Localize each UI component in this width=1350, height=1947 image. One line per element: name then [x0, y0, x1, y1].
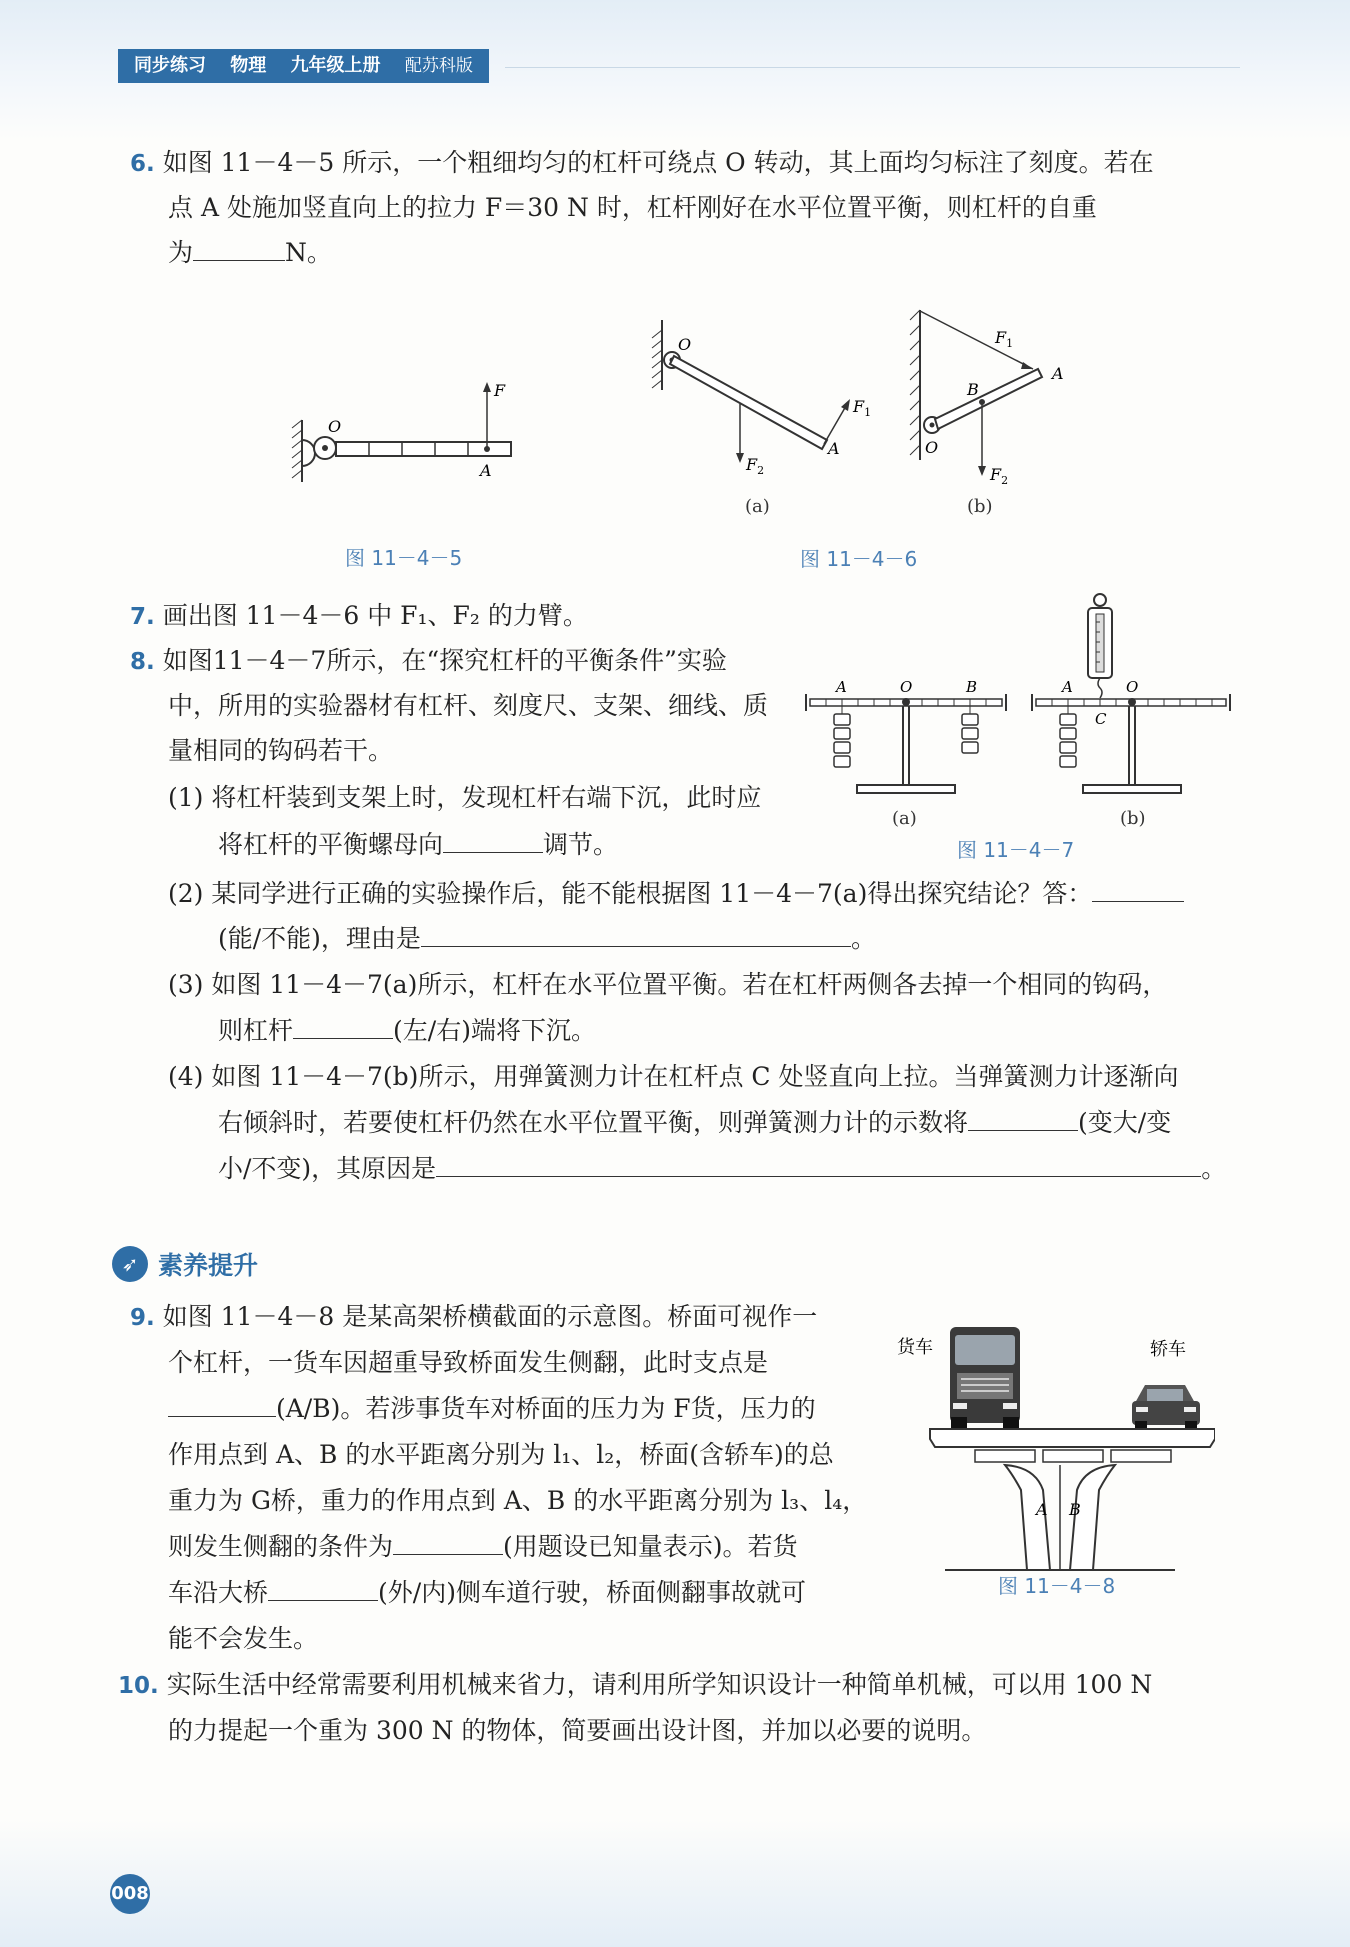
q7-number: 7. — [130, 604, 155, 630]
q6-text-3a: 为 — [168, 238, 194, 267]
label-car: 轿车 — [1150, 1339, 1186, 1360]
header-grade: 九年级上册 — [290, 55, 381, 76]
q6-number: 6. — [130, 151, 155, 177]
caption-11-4-8: 图 11－4－8 — [998, 1574, 1116, 1598]
label-A-a: A — [836, 678, 847, 696]
pivot-O-b — [1128, 698, 1136, 706]
q8-p3-text: 则杠杆 — [218, 1016, 294, 1045]
q8-p2-blank-1[interactable] — [1092, 875, 1184, 902]
q8-p4-text-2-end: (变大/变 — [1078, 1108, 1172, 1137]
q9-line8: 能不会发生。 — [168, 1624, 319, 1653]
caption-11-4-5: 图 11－4－5 — [345, 546, 463, 570]
force-F1-arrowhead — [1021, 362, 1033, 369]
q8-p2-text: (2) 某同学进行正确的实验操作后，能不能根据图 11－4－7(a)得出探究结论？答： — [168, 879, 1093, 908]
label-A: A — [828, 439, 840, 458]
weights-right-a — [962, 714, 978, 753]
figure-11-4-7b — [1032, 594, 1230, 793]
q8-p1-line1: (1) 将杠杆装到支架上时，发现杠杆右端下沉，此时应 — [168, 783, 762, 812]
q8-number: 8. — [130, 649, 155, 675]
q6-line3 — [168, 230, 332, 275]
caption-11-4-7a: (a) — [892, 808, 917, 829]
section-heading — [112, 1244, 258, 1284]
label-O: O — [925, 438, 939, 457]
q9-line4: 作用点到 A、B 的水平距离分别为 l₁、l₂，桥面(含轿车)的总 — [168, 1440, 834, 1469]
q8-p4-blank-2[interactable] — [436, 1150, 1201, 1177]
caption-11-4-6a: (a) — [745, 496, 770, 517]
label-A: A — [1052, 364, 1064, 383]
q9-text-7-end: (外/内)侧车道行驶，桥面侧翻事故就可 — [378, 1578, 806, 1607]
q8-p1-line2 — [218, 822, 618, 867]
q9-text-3: (A/B)。若涉事货车对桥面的压力为 F货，压力的 — [276, 1394, 816, 1423]
q10-number: 10. — [118, 1673, 159, 1699]
pivot-point — [930, 423, 935, 428]
q8-p3-text-end: (左/右)端将下沉。 — [393, 1016, 596, 1045]
q9-text-6: 则发生侧翻的条件为 — [168, 1532, 394, 1561]
q10-line2: 的力提起一个重为 300 N 的物体，简要画出设计图，并加以必要的说明。 — [168, 1716, 987, 1745]
q8-p1-blank[interactable] — [443, 826, 543, 853]
q7-line — [130, 593, 588, 640]
point-A-dot — [484, 446, 490, 452]
label-B: B — [967, 380, 979, 399]
q10-text-1: 实际生活中经常需要利用机械来省力，请利用所学知识设计一种简单机械，可以用 100 N — [166, 1670, 1153, 1699]
q8-p4-blank-1[interactable] — [968, 1104, 1078, 1131]
label-A-b: A — [1062, 678, 1073, 696]
q9-line2: 个杠杆，一货车因超重导致桥面发生侧翻，此时支点是 — [168, 1348, 769, 1377]
q8-p4-text-3-end: 。 — [1201, 1154, 1227, 1183]
q9-text-6-end: (用题设已知量表示)。若货 — [503, 1532, 798, 1561]
q8-line1 — [130, 638, 727, 685]
force-F-arrowhead — [483, 382, 491, 392]
q8-line2: 中，所用的实验器材有杠杆、刻度尺、支架、细线、质 — [168, 691, 769, 720]
q8-p4-line3 — [218, 1146, 1226, 1191]
label-A: A — [1036, 1500, 1048, 1519]
label-B: B — [1069, 1500, 1081, 1519]
q9-blank-2[interactable] — [393, 1528, 503, 1555]
q8-p3-line1: (3) 如图 11－4－7(a)所示，杠杆在水平位置平衡。若在杠杆两侧各去掉一个相同的钩码， — [168, 970, 1168, 999]
figure-11-4-6a — [650, 320, 890, 520]
label-O-b: O — [1126, 678, 1139, 696]
q8-p1-text: 将杠杆的平衡螺母向 — [218, 830, 444, 859]
page-number: 008 — [110, 1874, 150, 1914]
label-F2: $F_2$ — [990, 465, 1009, 487]
car-icon — [1132, 1385, 1200, 1429]
q9-line6 — [168, 1524, 798, 1569]
q8-p4-line1: (4) 如图 11－4－7(b)所示，用弹簧测力计在杠杆点 C 处竖直向上拉。当弹簧测力计逐渐向 — [168, 1062, 1179, 1091]
label-F1: $F_1$ — [995, 328, 1014, 350]
caption-11-4-6: 图 11－4－6 — [800, 547, 918, 571]
force-F2-arrowhead — [736, 453, 744, 463]
bridge-deck — [930, 1429, 1215, 1447]
header-subject: 物理 — [230, 55, 267, 76]
deck-segments — [975, 1450, 1171, 1462]
q6-line1 — [130, 140, 1154, 187]
lever-bar — [670, 356, 827, 449]
page-bottom-band — [0, 1820, 1350, 1947]
q8-p1-text-end: 调节。 — [543, 830, 619, 859]
q9-line7 — [168, 1570, 806, 1615]
weights-left-b — [1060, 714, 1076, 767]
q9-number: 9. — [130, 1305, 155, 1331]
figure-11-4-6b — [905, 305, 1085, 495]
q6-line2: 点 A 处施加竖直向上的拉力 F＝30 N 时，杠杆刚好在水平位置平衡，则杠杆的自重 — [168, 193, 1097, 222]
q8-p4-line2 — [218, 1100, 1171, 1145]
q8-p4-text-2: 右倾斜时，若要使杠杆仍然在水平位置平衡，则弹簧测力计的示数将 — [218, 1108, 969, 1137]
stand-base-a — [857, 785, 955, 793]
label-B-a: B — [966, 678, 978, 696]
q9-line5: 重力为 G桥，重力的作用点到 A、B 的水平距离分别为 l₃、l₄， — [168, 1486, 868, 1515]
label-O: O — [678, 335, 692, 354]
weights-left-a — [834, 714, 850, 767]
label-F2: $F_2$ — [746, 455, 765, 477]
q8-p3-line2 — [218, 1008, 596, 1053]
spring-scale — [1088, 594, 1112, 698]
figure-11-4-7 — [800, 590, 1240, 830]
header-divider — [505, 67, 1240, 68]
wall-hatch — [910, 310, 920, 455]
pivot-point — [322, 445, 328, 451]
wall-hatch — [292, 420, 302, 478]
q9-text-1: 如图 11－4－8 是某高架桥横截面的示意图。桥面可视作一 — [162, 1302, 818, 1331]
caption-11-4-7: 图 11－4－7 — [957, 838, 1075, 862]
header-series: 同步练习 — [134, 55, 206, 76]
pivot-O-a — [902, 698, 910, 706]
q9-text-7: 车沿大桥 — [168, 1578, 269, 1607]
force-F2-arrowhead — [978, 466, 986, 476]
rocket-icon: ➶ — [112, 1246, 148, 1282]
figure-11-4-5 — [290, 370, 530, 490]
label-C-b: C — [1095, 710, 1107, 728]
caption-11-4-6b: (b) — [967, 496, 993, 517]
rope-F1 — [920, 311, 1033, 369]
q6-text-3b: N。 — [285, 238, 332, 267]
label-O-a: O — [900, 678, 913, 696]
label-truck: 货车 — [897, 1337, 933, 1358]
figure-11-4-7a — [806, 678, 1006, 793]
q8-line3: 量相同的钩码若干。 — [168, 736, 394, 765]
q9-blank-3[interactable] — [268, 1574, 378, 1601]
lever-bar — [935, 369, 1042, 429]
force-F1-arrowhead — [841, 399, 850, 411]
q8-p4-text-3: 小/不变)，其原因是 — [218, 1154, 437, 1183]
q8-p3-blank[interactable] — [293, 1012, 393, 1039]
q8-p2-text-2: (能/不能)，理由是 — [218, 924, 421, 953]
label-F1: $F_1$ — [853, 397, 872, 419]
header-tag — [118, 49, 489, 83]
q6-answer-blank[interactable] — [193, 234, 285, 261]
pivot-mount — [302, 440, 315, 466]
q9-blank-1[interactable] — [168, 1390, 276, 1417]
q8-p2-line1 — [168, 871, 1184, 916]
caption-11-4-7b: (b) — [1120, 808, 1146, 829]
truck-icon — [950, 1327, 1020, 1429]
q9-line1 — [130, 1294, 817, 1341]
label-A: A — [480, 461, 492, 480]
header-edition: 配苏科版 — [404, 56, 473, 76]
label-O: O — [328, 417, 342, 436]
q7-text: 画出图 11－4－6 中 F₁、F₂ 的力臂。 — [162, 601, 588, 630]
q10-line1 — [118, 1662, 1152, 1709]
wall-hatch — [652, 330, 662, 388]
q8-text-1: 如图11－4－7所示，在“探究杠杆的平衡条件”实验 — [162, 646, 727, 675]
q6-text-1: 如图 11－4－5 所示，一个粗细均匀的杠杆可绕点 O 转动，其上面均匀标注了刻度。若在 — [162, 148, 1154, 177]
q8-p2-blank-2[interactable] — [421, 920, 851, 947]
figure-11-4-8 — [895, 1315, 1215, 1585]
q8-p2-text-end: 。 — [850, 924, 876, 953]
label-F: F — [494, 381, 506, 400]
section-title-text: 素养提升 — [158, 1251, 259, 1280]
q9-line3 — [168, 1386, 816, 1431]
q8-p2-line2 — [218, 916, 876, 961]
stand-base-b — [1083, 785, 1181, 793]
